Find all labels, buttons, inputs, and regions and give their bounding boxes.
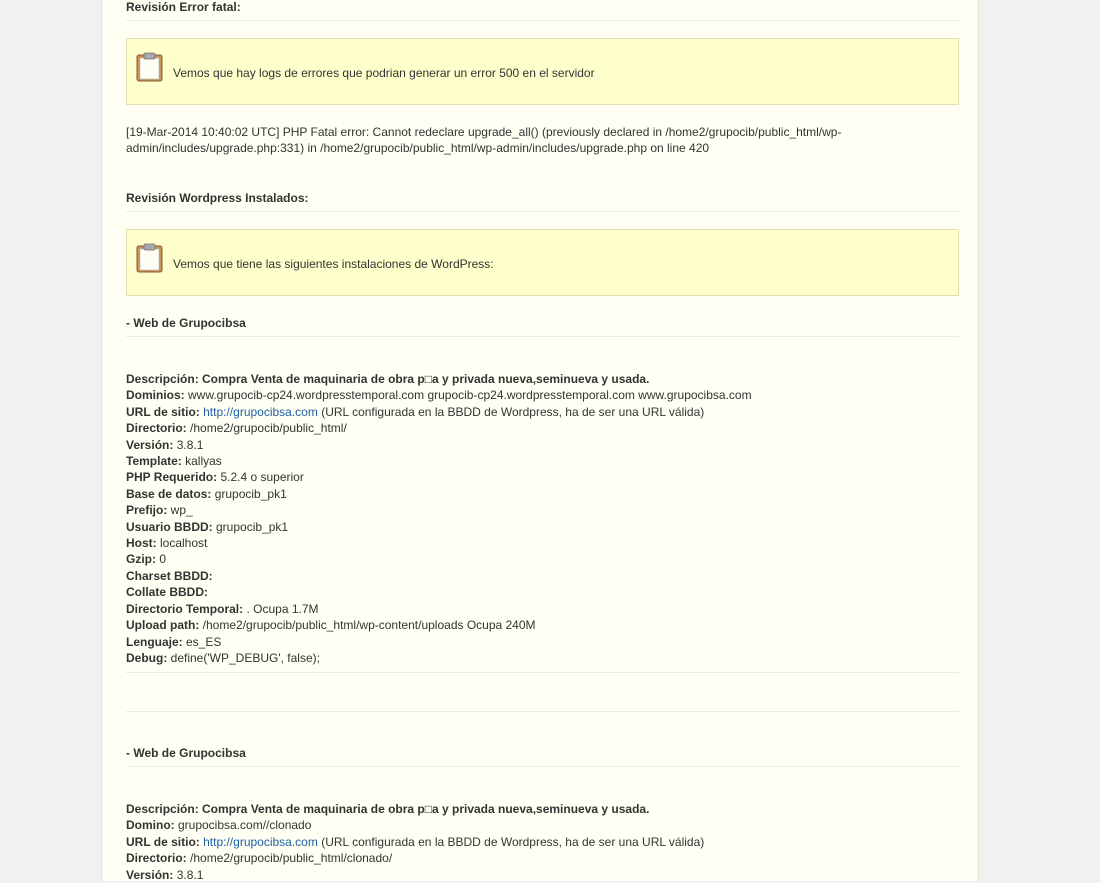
directory-label: Directorio: xyxy=(126,421,187,436)
gzip-value: 0 xyxy=(156,552,167,567)
prefix-value: wp_ xyxy=(167,503,193,518)
host-label: Host: xyxy=(126,536,157,551)
install-title: - Web de Grupocibsa xyxy=(126,746,246,760)
domains-label: Dominios: xyxy=(126,388,185,403)
version-value: 3.8.1 xyxy=(173,867,204,882)
clipboard-icon xyxy=(136,243,163,273)
domains-value: www.grupocib-cp24.wordpresstemporal.com grupocib-cp24.wordpresstemporal.com www.grupocibsa.com xyxy=(184,388,752,403)
site-url-link[interactable]: http://grupocibsa.com xyxy=(203,834,318,849)
host-value: localhost xyxy=(156,536,208,551)
upload-path-value: /home2/grupocib/public_html/wp-content/uploads Ocupa 240M xyxy=(199,618,536,633)
site-url-note: (URL configurada en la BBDD de Wordpress, ha de ser una URL válida) xyxy=(317,834,705,849)
wordpress-section-heading: Revisión Wordpress Instalados: xyxy=(126,191,309,205)
description-text: Descripción: Compra Venta de maquinaria de obra p□a y privada nueva,seminueva y usada. xyxy=(126,802,650,816)
directory-label: Directorio: xyxy=(126,851,187,866)
divider xyxy=(126,672,959,673)
debug-value: define('WP_DEBUG', false); xyxy=(167,650,320,665)
site-url-label: URL de sitio: xyxy=(126,404,200,419)
divider xyxy=(126,20,959,21)
template-label: Template: xyxy=(126,454,182,469)
directory-value: /home2/grupocib/public_html/clonado/ xyxy=(186,851,393,866)
error-log-text: [19-Mar-2014 10:40:02 UTC] PHP Fatal error: Cannot redeclare upgrade_all() (previously declared in /home2/grupocib/public_html/wp-admin/includes/upgrade.php:331) in /home2/grupocib/public_html/wp-admin/includes/upgrade.php on line 420 xyxy=(126,125,842,155)
debug-label: Debug: xyxy=(126,650,168,665)
version-value: 3.8.1 xyxy=(173,437,204,452)
prefix-label: Prefijo: xyxy=(126,503,168,518)
version-label: Versión: xyxy=(126,867,174,882)
php-required-label: PHP Requerido: xyxy=(126,470,218,485)
divider xyxy=(126,766,959,767)
template-value: kallyas xyxy=(181,454,222,469)
directory-value: /home2/grupocib/public_html/ xyxy=(186,421,347,436)
gzip-label: Gzip: xyxy=(126,552,156,567)
db-user-label: Usuario BBDD: xyxy=(126,519,213,534)
temp-dir-label: Directorio Temporal: xyxy=(126,601,244,616)
charset-label: Charset BBDD: xyxy=(126,568,213,583)
description-text: Descripción: Compra Venta de maquinaria de obra p□a y privada nueva,seminueva y usada. xyxy=(126,372,650,386)
language-label: Lenguaje: xyxy=(126,634,183,649)
clipboard-icon xyxy=(136,52,163,82)
error-section-heading: Revisión Error fatal: xyxy=(126,0,241,14)
error-notice xyxy=(126,38,959,105)
language-value: es_ES xyxy=(182,634,222,649)
install-details xyxy=(126,371,959,666)
divider xyxy=(126,211,959,212)
php-required-value: 5.2.4 o superior xyxy=(217,470,304,485)
domain-value: grupocibsa.com//clonado xyxy=(174,818,312,833)
divider xyxy=(126,336,959,337)
install-details xyxy=(126,801,959,883)
site-url-link[interactable]: http://grupocibsa.com xyxy=(203,404,318,419)
collate-label: Collate BBDD: xyxy=(126,585,209,600)
error-notice-text: Vemos que hay logs de errores que podrian generar un error 500 en el servidor xyxy=(173,66,595,80)
db-user-value: grupocib_pk1 xyxy=(212,519,289,534)
version-label: Versión: xyxy=(126,437,174,452)
report-page xyxy=(101,0,979,881)
site-url-note: (URL configurada en la BBDD de Wordpress, ha de ser una URL válida) xyxy=(317,404,705,419)
divider xyxy=(126,711,959,712)
domain-label: Domino: xyxy=(126,818,175,833)
site-url-label: URL de sitio: xyxy=(126,834,200,849)
wordpress-notice-text: Vemos que tiene las siguientes instalaciones de WordPress: xyxy=(173,257,494,271)
upload-path-label: Upload path: xyxy=(126,618,200,633)
wordpress-notice xyxy=(126,229,959,296)
database-label: Base de datos: xyxy=(126,486,212,501)
database-value: grupocib_pk1 xyxy=(211,486,287,501)
install-title: - Web de Grupocibsa xyxy=(126,316,246,330)
temp-dir-value: . Ocupa 1.7M xyxy=(243,601,319,616)
